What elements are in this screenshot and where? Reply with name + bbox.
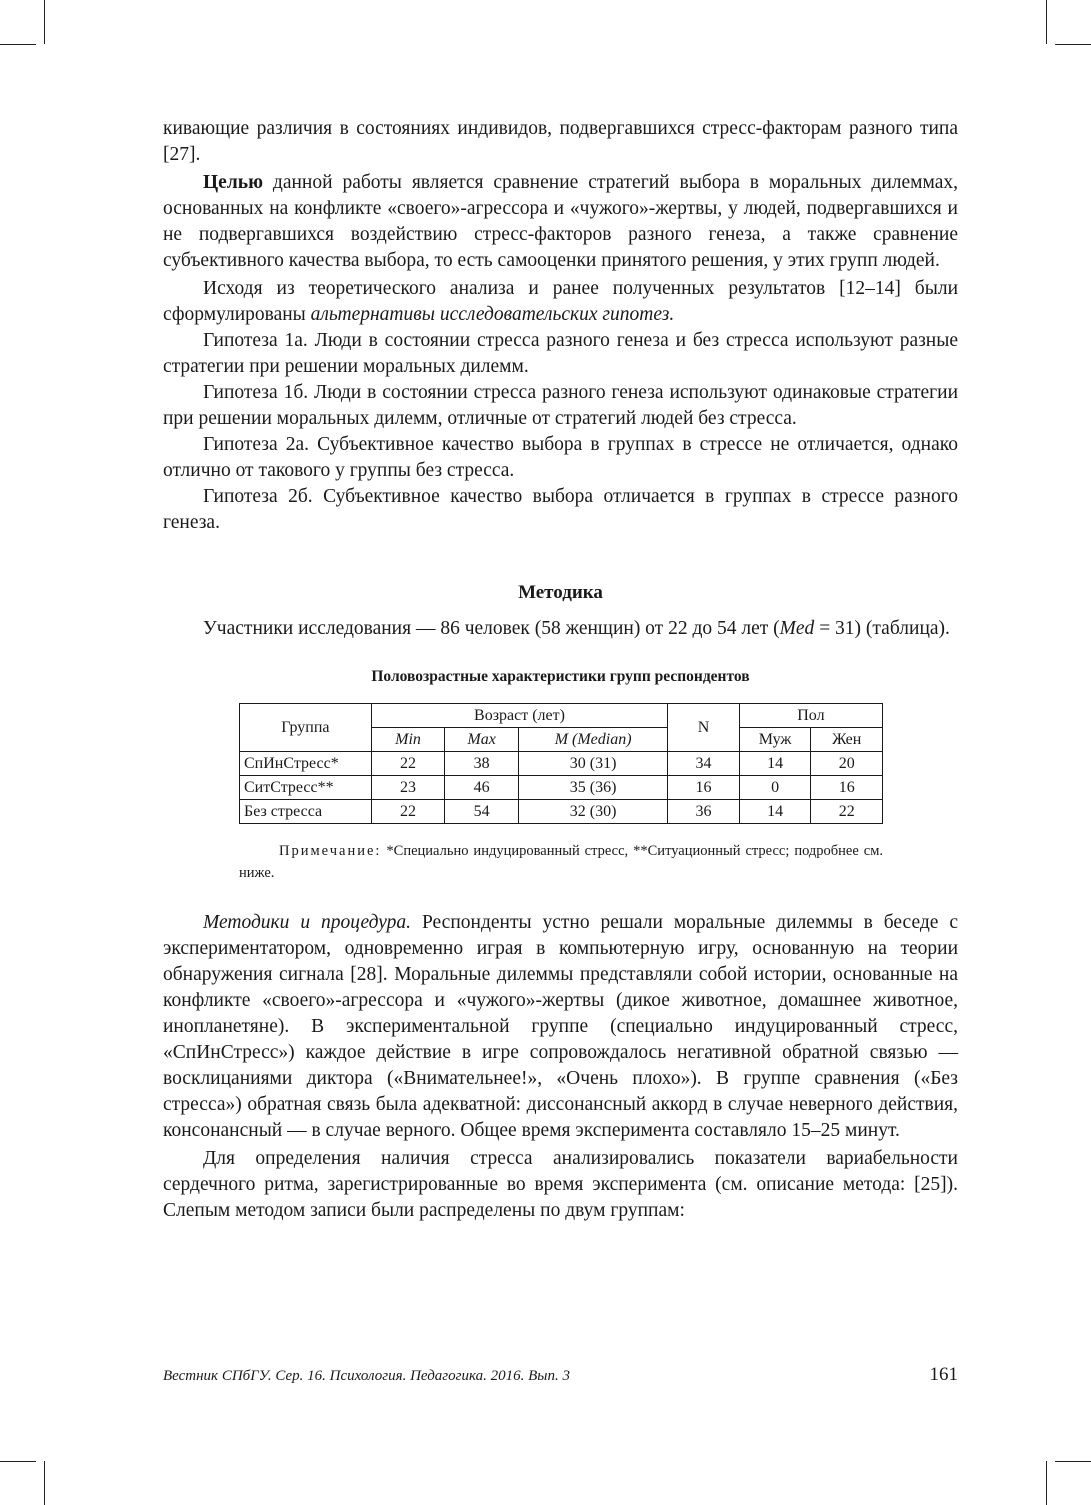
paragraph-stress-detection: Для определения наличия стресса анализировались показатели вариабельности сердечного ритма, зарегистрированные во время эксперимента (см. описание метода: [25]). Слепым методом записи были распределены по двум группам: bbox=[163, 1148, 958, 1221]
note-text: *Специально индуцированный стресс, **Ситуационный стресс; подробнее см. ниже. bbox=[239, 843, 883, 881]
cell-n: 34 bbox=[668, 752, 740, 776]
header-group: Группа bbox=[240, 704, 372, 752]
cell-male: 0 bbox=[739, 776, 811, 800]
header-n: N bbox=[668, 704, 740, 752]
demographics-table bbox=[239, 703, 883, 824]
cell-min: 22 bbox=[371, 752, 445, 776]
participants-med: Med bbox=[779, 618, 815, 639]
paragraph-participants bbox=[163, 616, 958, 642]
crop-mark bbox=[0, 44, 36, 45]
header-median: M (Median) bbox=[518, 728, 667, 752]
cell-female: 20 bbox=[811, 752, 883, 776]
header-max: Max bbox=[445, 728, 519, 752]
goal-text: данной работы является сравнение стратегий выбора в моральных дилеммах, основанных на конфликте «своего»-агрессора и «чужого»-жертвы, у людей, подвергавшихся и не подвергавшихся воздействию стресс-факторов разного генеза, а также сравнение субъективного качества выбора, то есть самооценки принятого решения, у этих групп людей. bbox=[163, 172, 958, 271]
paragraph-methods bbox=[163, 910, 958, 1144]
crop-mark bbox=[44, 1461, 45, 1505]
hypotheses-intro-italic: альтернативы исследовательских гипотез. bbox=[310, 304, 675, 325]
cell-min: 22 bbox=[371, 800, 445, 824]
cell-median: 30 (31) bbox=[518, 752, 667, 776]
cell-min: 23 bbox=[371, 776, 445, 800]
methods-italic: Методики и процедура. bbox=[203, 912, 412, 933]
header-min: Min bbox=[371, 728, 445, 752]
hypothesis-1a: Гипотеза 1а. Люди в состоянии стресса разного генеза и без стресса используют разные стратегии при решении моральных дилемм. bbox=[163, 330, 958, 377]
header-age: Возраст (лет) bbox=[371, 704, 668, 728]
header-male: Муж bbox=[739, 728, 811, 752]
crop-mark bbox=[0, 1461, 36, 1462]
journal-citation: Вестник СПбГУ. Сер. 16. Психология. Педагогика. 2016. Вып. 3 bbox=[163, 1368, 570, 1384]
cell-median: 32 (30) bbox=[518, 800, 667, 824]
page-body bbox=[163, 116, 958, 1224]
cell-n: 16 bbox=[668, 776, 740, 800]
paragraph-hypotheses-intro bbox=[163, 276, 958, 328]
hypotheses-intro-text: Исходя из теоретического анализа и ранее полученных результатов [12–14] были сформулированы bbox=[163, 278, 958, 325]
cell-female: 22 bbox=[811, 800, 883, 824]
cell-group: СпИнСтресс* bbox=[240, 752, 372, 776]
methods-text: Респонденты устно решали моральные дилеммы в беседе с экспериментатором, одновременно играя в компьютерную игру, основанную на теории обнаружения сигнала [28]. Моральные дилеммы представляли собой истории, основанные на конфликте «своего»-агрессора и «чужого»-жертвы (дикое животное, домашнее животное, инопланетяне). В экспериментальной группе (специально индуцированный стресс, «СпИнСтресс») каждое действие в игре сопровождалось негативной обратной связью — восклицаниями диктора («Внимательнее!», «Очень плохо»). В группе сравнения («Без стресса») обратная связь была адекватной: диссонансный аккорд в случае неверного действия, консонансный — в случае верного. Общее время эксперимента составляло 15–25 минут. bbox=[163, 912, 958, 1141]
crop-mark bbox=[1055, 1461, 1091, 1462]
goal-keyword: Целью bbox=[203, 172, 263, 193]
crop-mark bbox=[1046, 1461, 1047, 1505]
page-footer bbox=[163, 1364, 958, 1386]
participants-end: = 31) (таблица). bbox=[814, 618, 950, 639]
crop-mark bbox=[44, 0, 45, 44]
paragraph-goal bbox=[163, 170, 958, 274]
table-header-row bbox=[240, 704, 883, 728]
hypothesis-2b: Гипотеза 2б. Субъективное качество выбора отличается в группах в стрессе разного генеза. bbox=[163, 486, 958, 533]
table-row bbox=[240, 776, 883, 800]
section-heading: Методика bbox=[518, 582, 603, 603]
cell-max: 46 bbox=[445, 776, 519, 800]
cell-median: 35 (36) bbox=[518, 776, 667, 800]
header-sex: Пол bbox=[739, 704, 882, 728]
page-number: 161 bbox=[929, 1364, 958, 1385]
table-note bbox=[239, 840, 883, 884]
table-row bbox=[240, 800, 883, 824]
table-title: Половозрастные характеристики групп респондентов bbox=[371, 668, 750, 685]
crop-mark bbox=[1055, 44, 1091, 45]
cell-group: Без стресса bbox=[240, 800, 372, 824]
crop-mark bbox=[1046, 0, 1047, 44]
hypothesis-1b: Гипотеза 1б. Люди в состоянии стресса разного генеза используют одинаковые стратегии при решении моральных дилемм, отличные от стратегий людей без стресса. bbox=[163, 382, 958, 429]
cell-male: 14 bbox=[739, 752, 811, 776]
hypothesis-2a: Гипотеза 2а. Субъективное качество выбора в группах в стрессе не отличается, однако отлично от такового у группы без стресса. bbox=[163, 434, 958, 481]
cell-n: 36 bbox=[668, 800, 740, 824]
cell-max: 38 bbox=[445, 752, 519, 776]
participants-text: Участники исследования — 86 человек (58 женщин) от 22 до 54 лет ( bbox=[203, 618, 780, 639]
table-row bbox=[240, 752, 883, 776]
paragraph-intro: кивающие различия в состояниях индивидов, подвергавшихся стресс-факторам разного типа [27]. bbox=[163, 118, 958, 165]
cell-max: 54 bbox=[445, 800, 519, 824]
cell-male: 14 bbox=[739, 800, 811, 824]
header-female: Жен bbox=[811, 728, 883, 752]
cell-group: СитСтресс** bbox=[240, 776, 372, 800]
cell-female: 16 bbox=[811, 776, 883, 800]
note-label: Примечание: bbox=[279, 843, 382, 859]
